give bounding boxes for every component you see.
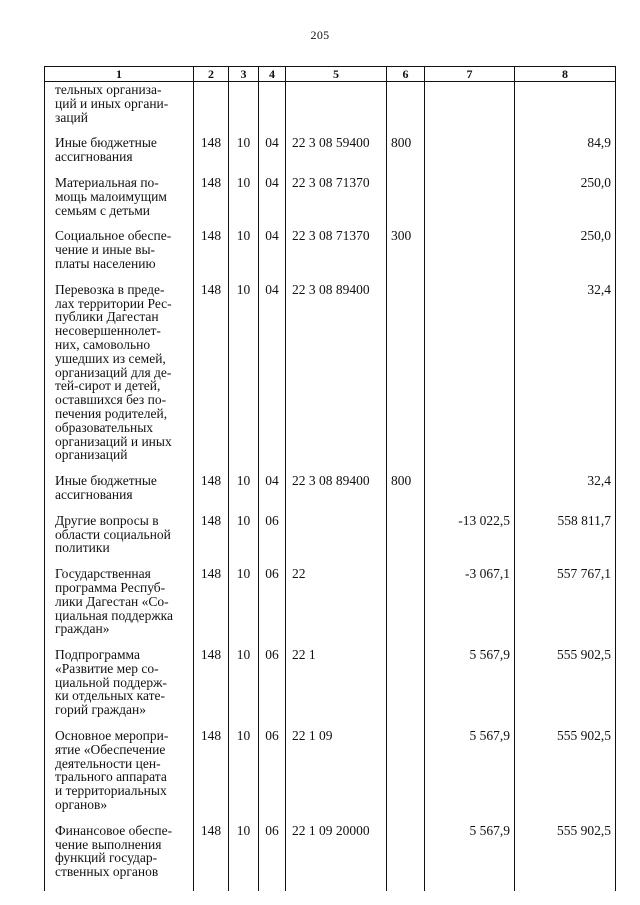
cell-section: 10 (229, 567, 259, 648)
column-header-7: 7 (425, 67, 515, 82)
cell-change (425, 82, 515, 137)
cell-admin-code: 148 (194, 824, 229, 891)
table-row (45, 229, 616, 282)
cell-admin-code (194, 82, 229, 137)
cell-section (229, 82, 259, 137)
cell-admin-code: 148 (194, 648, 229, 729)
cell-amount: 250,0 (515, 229, 616, 282)
row-name: Материальная по- мощь малоимущим семьям с детьми (45, 176, 194, 229)
cell-change (425, 474, 515, 514)
row-name: Основное меропри- ятие «Обеспечение деятельности цен- трального аппарата и территориальных органов» (45, 729, 194, 824)
cell-expense-type: 800 (387, 136, 425, 176)
cell-subsection: 04 (259, 474, 286, 514)
cell-amount: 32,4 (515, 474, 616, 514)
cell-amount: 32,4 (515, 283, 616, 474)
cell-subsection: 06 (259, 567, 286, 648)
cell-subsection: 04 (259, 176, 286, 229)
cell-target-article: 22 1 (286, 648, 387, 729)
header-row (45, 67, 616, 82)
cell-target-article: 22 3 08 71370 (286, 229, 387, 282)
cell-expense-type: 800 (387, 474, 425, 514)
cell-change: 5 567,9 (425, 729, 515, 824)
cell-subsection: 04 (259, 283, 286, 474)
cell-amount: 555 902,5 (515, 729, 616, 824)
cell-target-article: 22 3 08 89400 (286, 283, 387, 474)
cell-target-article: 22 3 08 71370 (286, 176, 387, 229)
column-header-8: 8 (515, 67, 616, 82)
column-header-2: 2 (194, 67, 229, 82)
row-name: Другие вопросы в области социальной политики (45, 514, 194, 567)
cell-target-article: 22 1 09 (286, 729, 387, 824)
cell-section: 10 (229, 176, 259, 229)
cell-admin-code: 148 (194, 567, 229, 648)
cell-section: 10 (229, 136, 259, 176)
cell-section: 10 (229, 729, 259, 824)
cell-subsection: 06 (259, 824, 286, 891)
cell-amount (515, 82, 616, 137)
row-name: Государственная программа Респуб- лики Дагестан «Со- циальная поддержка граждан» (45, 567, 194, 648)
cell-expense-type (387, 82, 425, 137)
cell-subsection (259, 82, 286, 137)
row-name: Подпрограмма «Развитие мер со- циальной поддерж- ки отдельных кате- горий граждан» (45, 648, 194, 729)
cell-subsection: 06 (259, 514, 286, 567)
cell-expense-type: 300 (387, 229, 425, 282)
cell-change (425, 229, 515, 282)
cell-amount: 555 902,5 (515, 648, 616, 729)
cell-change: 5 567,9 (425, 648, 515, 729)
table-row (45, 514, 616, 567)
cell-section: 10 (229, 283, 259, 474)
table-header (45, 67, 616, 82)
cell-target-article: 22 1 09 20000 (286, 824, 387, 891)
cell-admin-code: 148 (194, 729, 229, 824)
cell-subsection: 06 (259, 729, 286, 824)
cell-admin-code: 148 (194, 229, 229, 282)
cell-change: 5 567,9 (425, 824, 515, 891)
row-name: Финансовое обеспе- чение выполнения функций государ- ственных органов (45, 824, 194, 891)
column-header-1: 1 (45, 67, 194, 82)
cell-admin-code: 148 (194, 514, 229, 567)
column-header-4: 4 (259, 67, 286, 82)
budget-table (44, 66, 616, 891)
row-name: Иные бюджетные ассигнования (45, 474, 194, 514)
cell-section: 10 (229, 229, 259, 282)
cell-amount: 555 902,5 (515, 824, 616, 891)
table-body (45, 82, 616, 892)
cell-expense-type (387, 283, 425, 474)
table-row (45, 82, 616, 137)
cell-expense-type (387, 648, 425, 729)
cell-expense-type (387, 567, 425, 648)
row-name: тельных организа- ций и иных органи- заций (45, 82, 194, 137)
cell-section: 10 (229, 824, 259, 891)
cell-change (425, 283, 515, 474)
table-row (45, 176, 616, 229)
cell-amount: 557 767,1 (515, 567, 616, 648)
table-row (45, 474, 616, 514)
cell-expense-type (387, 729, 425, 824)
table-row (45, 567, 616, 648)
cell-admin-code: 148 (194, 136, 229, 176)
table-row (45, 729, 616, 824)
page-number: 205 (310, 28, 330, 42)
cell-admin-code: 148 (194, 176, 229, 229)
table-row (45, 824, 616, 891)
row-name: Иные бюджетные ассигнования (45, 136, 194, 176)
cell-change: -13 022,5 (425, 514, 515, 567)
cell-target-article: 22 3 08 59400 (286, 136, 387, 176)
cell-subsection: 06 (259, 648, 286, 729)
table-row (45, 648, 616, 729)
cell-amount: 84,9 (515, 136, 616, 176)
table-row (45, 283, 616, 474)
column-header-6: 6 (387, 67, 425, 82)
column-header-5: 5 (286, 67, 387, 82)
cell-section: 10 (229, 474, 259, 514)
cell-target-article (286, 514, 387, 567)
cell-target-article (286, 82, 387, 137)
cell-expense-type (387, 824, 425, 891)
cell-section: 10 (229, 514, 259, 567)
cell-target-article: 22 (286, 567, 387, 648)
cell-admin-code: 148 (194, 283, 229, 474)
cell-target-article: 22 3 08 89400 (286, 474, 387, 514)
cell-change (425, 136, 515, 176)
cell-change (425, 176, 515, 229)
budget-table-container (44, 66, 615, 891)
cell-expense-type (387, 514, 425, 567)
cell-subsection: 04 (259, 229, 286, 282)
cell-expense-type (387, 176, 425, 229)
row-name: Перевозка в преде- лах территории Рес- публики Дагестан несовершеннолет- них, самовольно ушедших из семей, организаций для де- тей-сирот и детей, оставшихся без по- печения родителей, образовательных организаций и иных организаций (45, 283, 194, 474)
column-header-3: 3 (229, 67, 259, 82)
cell-amount: 250,0 (515, 176, 616, 229)
cell-section: 10 (229, 648, 259, 729)
cell-amount: 558 811,7 (515, 514, 616, 567)
table-row (45, 136, 616, 176)
cell-subsection: 04 (259, 136, 286, 176)
row-name: Социальное обеспе- чение и иные вы- платы населению (45, 229, 194, 282)
cell-admin-code: 148 (194, 474, 229, 514)
cell-change: -3 067,1 (425, 567, 515, 648)
